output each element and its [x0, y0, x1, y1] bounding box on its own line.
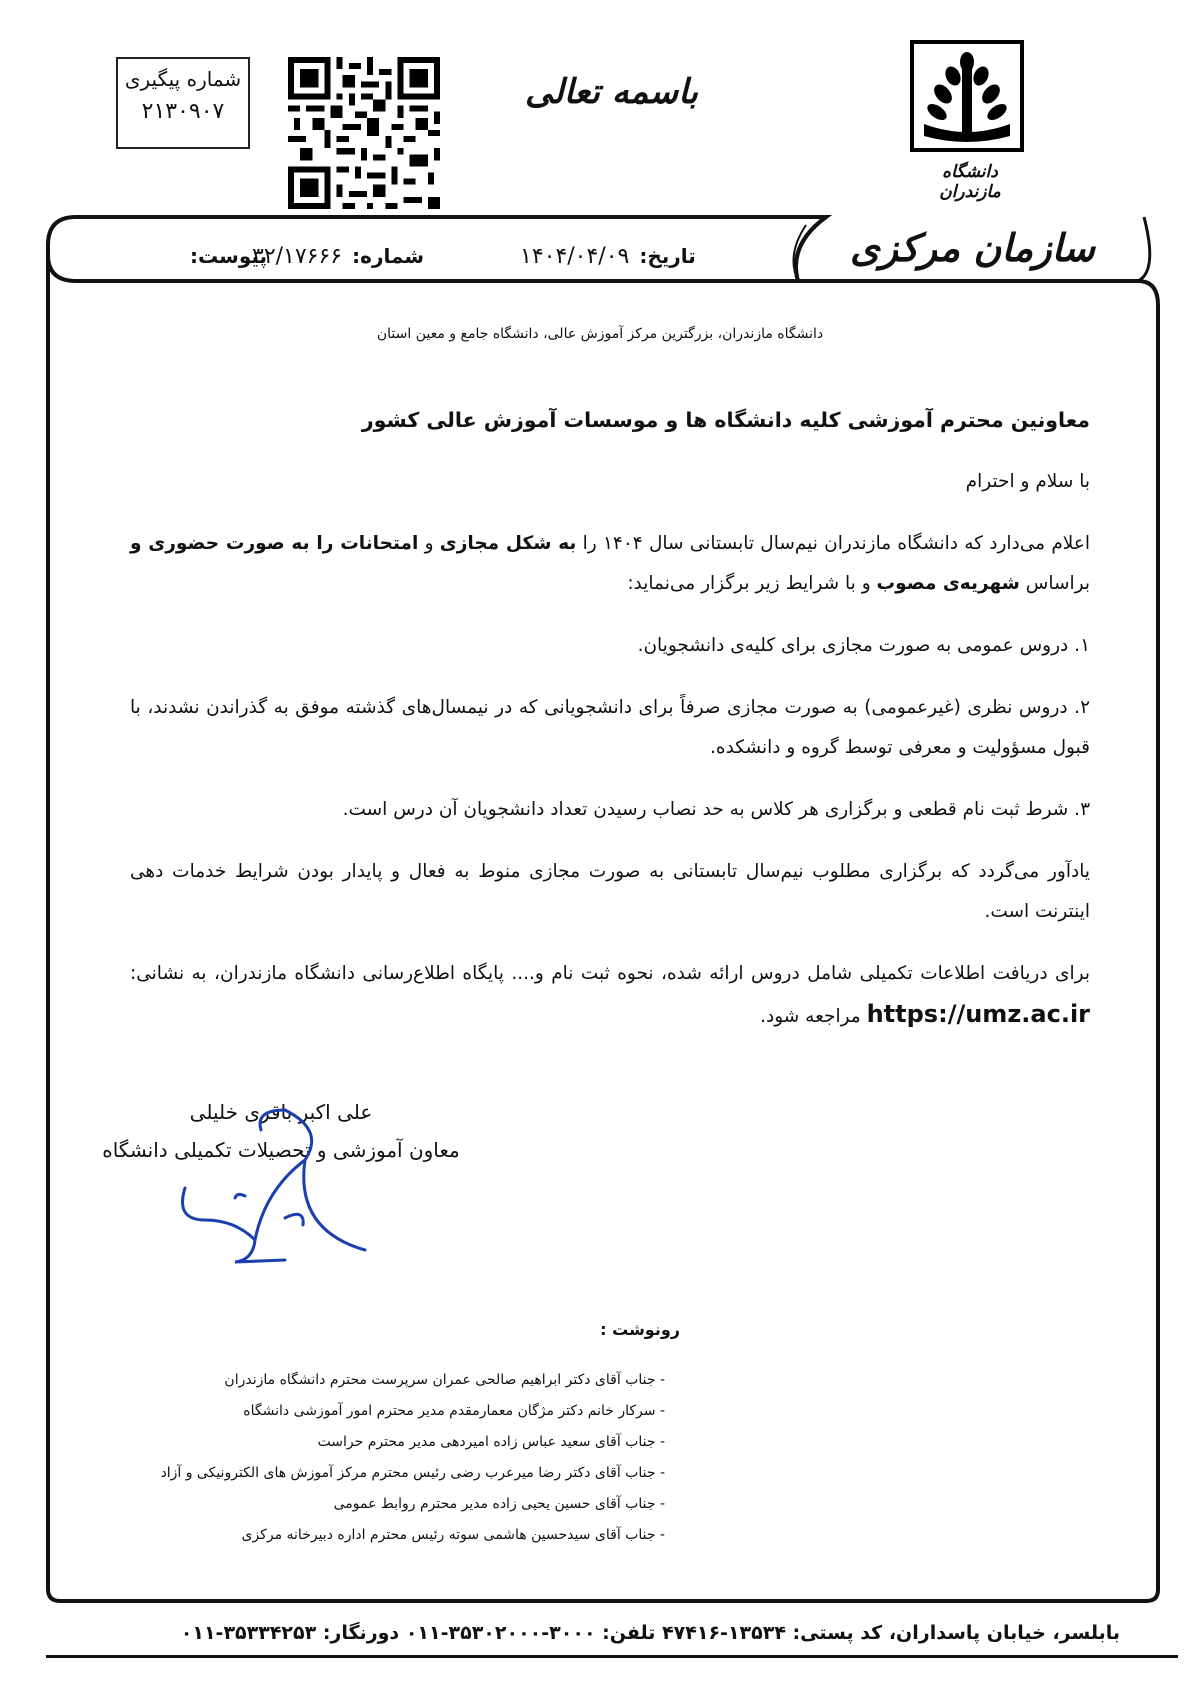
university-name: دانشگاه مازندران — [939, 162, 1001, 202]
number-value: ۳۲/۱۷۶۶۶ — [252, 244, 343, 269]
intro-bold-3: شهریه‌ی مصوب — [876, 573, 1020, 594]
reminder-paragraph: یادآور می‌گردد که برگزاری مطلوب نیم‌سال تابستانی به صورت مجازی منوط به فعال و پایدار بودن شرایط خدمات دهی اینترنت است. — [130, 861, 1090, 922]
list-item: ۳. شرط ثبت نام قطعی و برگزاری هر کلاس به حد نصاب رسیدن تعداد دانشجویان آن درس است. — [342, 799, 1090, 820]
recipient: معاونین محترم آموزشی کلیه دانشگاه ها و موسسات آموزش عالی کشور — [361, 408, 1090, 432]
intro-text-1: اعلام می‌دارد که دانشگاه مازندران نیم‌سال تابستانی سال ۱۴۰۴ را — [582, 533, 1091, 554]
intro-paragraph — [130, 524, 1090, 604]
signature-icon — [175, 1100, 405, 1265]
university-logo-icon — [910, 40, 1024, 152]
intro-text-3: براساس — [1025, 573, 1090, 594]
list-item: - جناب آقای سیدحسین هاشمی سوته رئیس محترم اداره دبیرخانه مرکزی — [241, 1527, 665, 1543]
signer-title: معاون آموزشی و تحصیلات تکمیلی دانشگاه — [102, 1138, 460, 1162]
cc-list — [120, 1365, 665, 1551]
tracking-label: شماره پیگیری — [124, 67, 242, 91]
footer-address: بابلسر، خیابان پاسداران، کد پستی: ۱۳۵۳۴-۴۷۴۱۶ تلفن: ۳۰۰۰-۳۵۳۰۲۰۰۰-۰۱۱ دورنگار: ۳۵۳۳۴۲۵۳-۰۱۱ — [180, 1622, 1120, 1644]
qr-code-icon — [288, 57, 440, 209]
number-field — [252, 244, 424, 269]
list-item: ۱. دروس عمومی به صورت مجازی برای کلیه‌ی دانشجویان. — [637, 635, 1090, 656]
tracking-number: ۲۱۳۰۹۰۷ — [141, 99, 225, 124]
intro-bold-1: به شکل مجازی — [439, 533, 577, 554]
list-item: - سرکار خانم دکتر مژگان معمارمقدم مدیر محترم امور آموزشی دانشگاه — [243, 1403, 665, 1419]
number-label: شماره: — [352, 244, 425, 268]
date-field — [520, 244, 696, 269]
cc-title: رونوشت : — [600, 1320, 680, 1339]
info-paragraph — [130, 954, 1090, 1037]
list-item: - جناب آقای دکتر رضا میرعرب رضی رئیس محترم مرکز آموزش های الکترونیکی و آزاد — [160, 1465, 665, 1481]
date-label: تاریخ: — [639, 244, 696, 268]
signer-name: علی اکبر باقری خلیلی — [189, 1100, 373, 1124]
intro-text-4: و با شرایط زیر برگزار می‌نماید: — [627, 573, 871, 594]
list-item: ۲. دروس نظری (غیرعمومی) به صورت مجازی صرفاً برای دانشجویانی که در نیمسال‌های گذشته موفق به گذراندن نشدند، با قبول مسؤولیت و معرفی توسط گروه و دانشکده. — [130, 697, 1090, 758]
info-suffix: مراجعه شود. — [760, 1006, 861, 1027]
org-title: سازمان مرکزی — [850, 225, 1095, 270]
date-value: ۱۴۰۴/۰۴/۰۹ — [520, 244, 630, 269]
footer-divider — [46, 1655, 1178, 1658]
greeting: با سلام و احترام — [965, 471, 1090, 492]
website-link[interactable]: https://umz.ac.ir — [866, 1000, 1090, 1028]
tagline: دانشگاه مازندران، بزرگترین مرکز آموزش عالی، دانشگاه جامع و معین استان — [376, 326, 824, 342]
list-item: - جناب آقای دکتر ابراهیم صالحی عمران سرپرست محترم دانشگاه مازندران — [224, 1372, 665, 1388]
attachment-label: پیوست: — [190, 244, 268, 268]
list-item: - جناب آقای حسین یحیی زاده مدیر محترم روابط عمومی — [333, 1496, 665, 1512]
info-text: برای دریافت اطلاعات تکمیلی شامل دروس ارائه شده، نحوه ثبت نام و.... پایگاه اطلاع‌رسانی دانشگاه مازندران، به نشانی: — [130, 963, 1090, 984]
intro-text-2: و — [424, 533, 434, 554]
tracking-box — [116, 57, 250, 149]
motto: باسمه تعالی — [525, 72, 698, 112]
letter-body — [130, 400, 1090, 1059]
list-item: - جناب آقای سعید عباس زاده امیردهی مدیر محترم حراست — [317, 1434, 665, 1450]
intro-bold-2: امتحانات را به صورت حضوری و — [130, 533, 419, 554]
attachment-field — [190, 244, 267, 268]
